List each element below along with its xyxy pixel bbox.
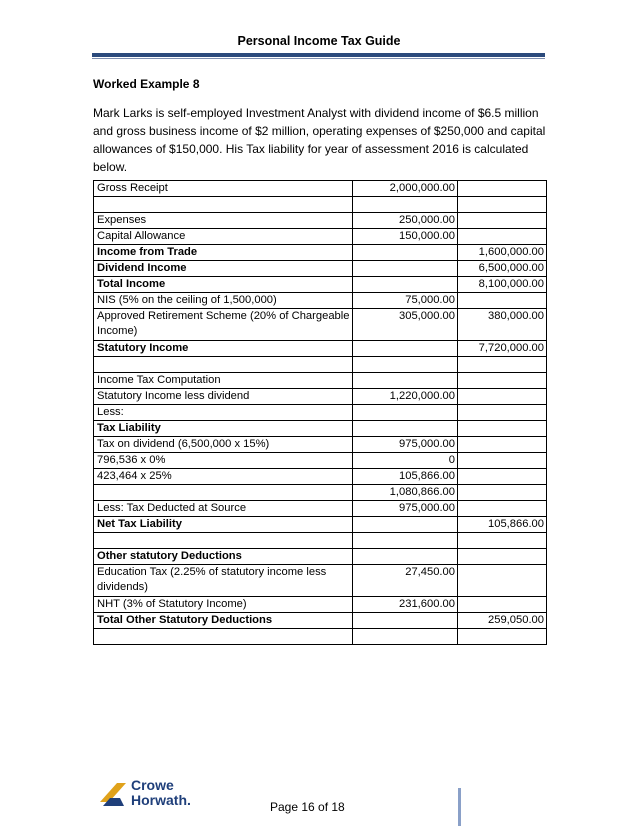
row-amount xyxy=(353,629,458,645)
row-label xyxy=(94,533,353,549)
page-number: Page 16 of 18 xyxy=(270,800,345,814)
row-amount: 305,000.00 xyxy=(353,309,458,341)
row-label: NIS (5% on the ceiling of 1,500,000) xyxy=(94,293,353,309)
row-label: Capital Allowance xyxy=(94,229,353,245)
table-row xyxy=(94,229,547,245)
row-total: 259,050.00 xyxy=(458,613,547,629)
row-total: 7,720,000.00 xyxy=(458,341,547,357)
table-row xyxy=(94,405,547,421)
row-amount xyxy=(353,277,458,293)
table-row xyxy=(94,485,547,501)
row-amount xyxy=(353,405,458,421)
row-label: Gross Receipt xyxy=(94,181,353,197)
header-rule xyxy=(92,53,545,57)
row-amount: 1,220,000.00 xyxy=(353,389,458,405)
table-row xyxy=(94,421,547,437)
row-total: 380,000.00 xyxy=(458,309,547,341)
example-intro xyxy=(93,104,555,176)
row-label: Income Tax Computation xyxy=(94,373,353,389)
row-total xyxy=(458,469,547,485)
row-label: 796,536 x 0% xyxy=(94,453,353,469)
row-amount xyxy=(353,549,458,565)
row-total xyxy=(458,181,547,197)
row-total xyxy=(458,437,547,453)
table-row xyxy=(94,277,547,293)
row-amount: 231,600.00 xyxy=(353,597,458,613)
row-total: 8,100,000.00 xyxy=(458,277,547,293)
row-amount xyxy=(353,341,458,357)
row-total xyxy=(458,421,547,437)
row-total xyxy=(458,453,547,469)
row-label: NHT (3% of Statutory Income) xyxy=(94,597,353,613)
table-row xyxy=(94,245,547,261)
row-label: Other statutory Deductions xyxy=(94,549,353,565)
row-label: Income from Trade xyxy=(94,245,353,261)
row-total xyxy=(458,501,547,517)
row-label: Net Tax Liability xyxy=(94,517,353,533)
row-amount: 105,866.00 xyxy=(353,469,458,485)
table-row xyxy=(94,261,547,277)
row-total xyxy=(458,597,547,613)
row-total xyxy=(458,485,547,501)
row-label xyxy=(94,357,353,373)
row-label: Statutory Income less dividend xyxy=(94,389,353,405)
row-amount: 250,000.00 xyxy=(353,213,458,229)
row-total xyxy=(458,629,547,645)
table-row xyxy=(94,501,547,517)
row-total: 6,500,000.00 xyxy=(458,261,547,277)
row-label: Dividend Income xyxy=(94,261,353,277)
row-amount xyxy=(353,421,458,437)
table-row xyxy=(94,293,547,309)
row-total xyxy=(458,213,547,229)
row-amount xyxy=(353,261,458,277)
row-amount xyxy=(353,245,458,261)
row-amount xyxy=(353,373,458,389)
row-amount xyxy=(353,533,458,549)
row-amount: 75,000.00 xyxy=(353,293,458,309)
table-row xyxy=(94,565,547,597)
logo-wordmark xyxy=(131,778,191,808)
header-rule-thin xyxy=(92,58,545,59)
table-row xyxy=(94,597,547,613)
crowe-logo-mark-icon xyxy=(97,778,129,810)
row-amount xyxy=(353,357,458,373)
row-total xyxy=(458,549,547,565)
row-total xyxy=(458,565,547,597)
table-row xyxy=(94,613,547,629)
table-row xyxy=(94,517,547,533)
table-row xyxy=(94,469,547,485)
row-total xyxy=(458,229,547,245)
intro-line: and gross business income of $2 million, operating expenses of $250,000 and capital xyxy=(93,124,546,138)
table-row xyxy=(94,629,547,645)
table-row xyxy=(94,437,547,453)
logo-line-1: Crowe xyxy=(131,777,174,793)
row-amount: 975,000.00 xyxy=(353,501,458,517)
row-label: Statutory Income xyxy=(94,341,353,357)
row-total: 1,600,000.00 xyxy=(458,245,547,261)
page-header-title: Personal Income Tax Guide xyxy=(237,34,401,48)
row-amount: 27,450.00 xyxy=(353,565,458,597)
intro-line: Mark Larks is self-employed Investment Analyst with dividend income of $6.5 million xyxy=(93,106,539,120)
table-row xyxy=(94,389,547,405)
footer-divider xyxy=(458,788,461,826)
row-label xyxy=(94,197,353,213)
table-row xyxy=(94,533,547,549)
table-row xyxy=(94,373,547,389)
logo-line-2: Horwath. xyxy=(131,792,191,808)
row-total xyxy=(458,533,547,549)
row-total xyxy=(458,373,547,389)
row-total: 105,866.00 xyxy=(458,517,547,533)
row-total xyxy=(458,197,547,213)
row-label: Less: Tax Deducted at Source xyxy=(94,501,353,517)
row-label: Tax Liability xyxy=(94,421,353,437)
row-amount: 975,000.00 xyxy=(353,437,458,453)
row-total xyxy=(458,293,547,309)
crowe-horwath-logo xyxy=(97,774,217,818)
table-row xyxy=(94,453,547,469)
row-amount: 150,000.00 xyxy=(353,229,458,245)
row-total xyxy=(458,389,547,405)
row-total xyxy=(458,405,547,421)
table-row xyxy=(94,357,547,373)
row-total xyxy=(458,357,547,373)
row-label xyxy=(94,485,353,501)
row-amount: 1,080,866.00 xyxy=(353,485,458,501)
table-row xyxy=(94,341,547,357)
table-row xyxy=(94,181,547,197)
table-row xyxy=(94,549,547,565)
tax-computation-table xyxy=(93,180,547,645)
row-label: Education Tax (2.25% of statutory income less dividends) xyxy=(94,565,353,597)
row-label: Approved Retirement Scheme (20% of Chargeable Income) xyxy=(94,309,353,341)
row-label: Expenses xyxy=(94,213,353,229)
row-amount xyxy=(353,197,458,213)
row-label xyxy=(94,629,353,645)
table-row xyxy=(94,197,547,213)
row-label: Tax on dividend (6,500,000 x 15%) xyxy=(94,437,353,453)
table-row xyxy=(94,309,547,341)
example-title: Worked Example 8 xyxy=(93,77,200,91)
row-label: 423,464 x 25% xyxy=(94,469,353,485)
row-label: Total Other Statutory Deductions xyxy=(94,613,353,629)
row-amount: 2,000,000.00 xyxy=(353,181,458,197)
intro-line: allowances of $150,000. His Tax liability for year of assessment 2016 is calculated below. xyxy=(93,142,529,174)
row-label: Less: xyxy=(94,405,353,421)
row-amount: 0 xyxy=(353,453,458,469)
row-label: Total Income xyxy=(94,277,353,293)
table-row xyxy=(94,213,547,229)
row-amount xyxy=(353,613,458,629)
row-amount xyxy=(353,517,458,533)
